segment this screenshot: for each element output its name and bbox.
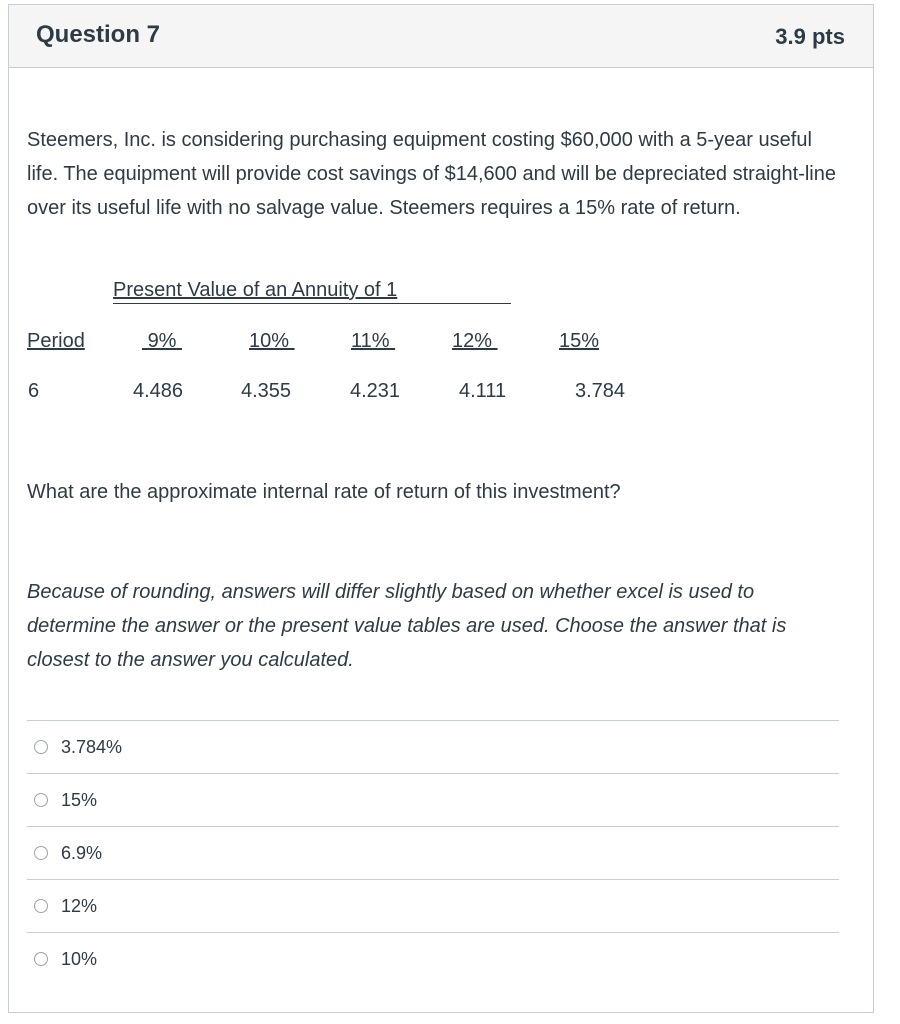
pv-cell-12: 4.111 xyxy=(459,380,507,402)
radio-button[interactable] xyxy=(34,793,48,807)
answer-label[interactable]: 10% xyxy=(61,949,98,969)
question-stem: Steemers, Inc. is considering purchasing equipment costing $60,000 with a 5-year useful life. The equipment will provide cost savings of $14,600 and will be depreciated straight-line over its useful life with no salvage value. Steemers requires a 15% rate of return. xyxy=(27,129,836,219)
radio-button[interactable] xyxy=(34,846,48,860)
answer-option[interactable] xyxy=(27,720,839,773)
pv-cell-period: 6 xyxy=(28,380,40,402)
answer-option[interactable] xyxy=(27,879,839,932)
answer-label[interactable]: 6.9% xyxy=(61,843,103,863)
pv-cell-11: 4.231 xyxy=(350,380,401,402)
answer-option[interactable] xyxy=(27,932,839,985)
question-title: Question 7 xyxy=(36,21,161,48)
answer-list xyxy=(27,720,839,985)
question-note: Because of rounding, answers will differ slightly based on whether excel is used to determine the answer or the present value tables are used. Choose the answer that is closest to the answer you calculated. xyxy=(27,581,787,671)
pv-cell-15: 3.784 xyxy=(575,380,626,402)
pv-table-title: Present Value of an Annuity of 1 xyxy=(113,277,511,304)
radio-button[interactable] xyxy=(34,899,48,913)
answer-label[interactable]: 12% xyxy=(61,896,98,916)
pv-header-15: 15% xyxy=(559,330,600,352)
answer-option[interactable] xyxy=(27,773,839,826)
pv-cell-9: 4.486 xyxy=(133,380,184,402)
pv-header-9: 9% xyxy=(147,330,177,352)
pv-header-period: Period xyxy=(27,330,85,352)
radio-button[interactable] xyxy=(34,952,48,966)
question-prompt: What are the approximate internal rate of return of this investment? xyxy=(27,481,621,503)
pv-header-12: 12% xyxy=(452,330,493,352)
radio-button[interactable] xyxy=(34,740,48,754)
question-points: 3.9 pts xyxy=(775,24,845,49)
answer-option[interactable] xyxy=(27,826,839,879)
answer-label[interactable]: 3.784% xyxy=(61,737,123,757)
pv-header-11: 11% xyxy=(351,330,390,352)
pv-cell-10: 4.355 xyxy=(241,380,292,402)
question-header xyxy=(9,5,873,68)
pv-header-10: 10% xyxy=(249,330,290,352)
answer-label[interactable]: 15% xyxy=(61,790,98,810)
